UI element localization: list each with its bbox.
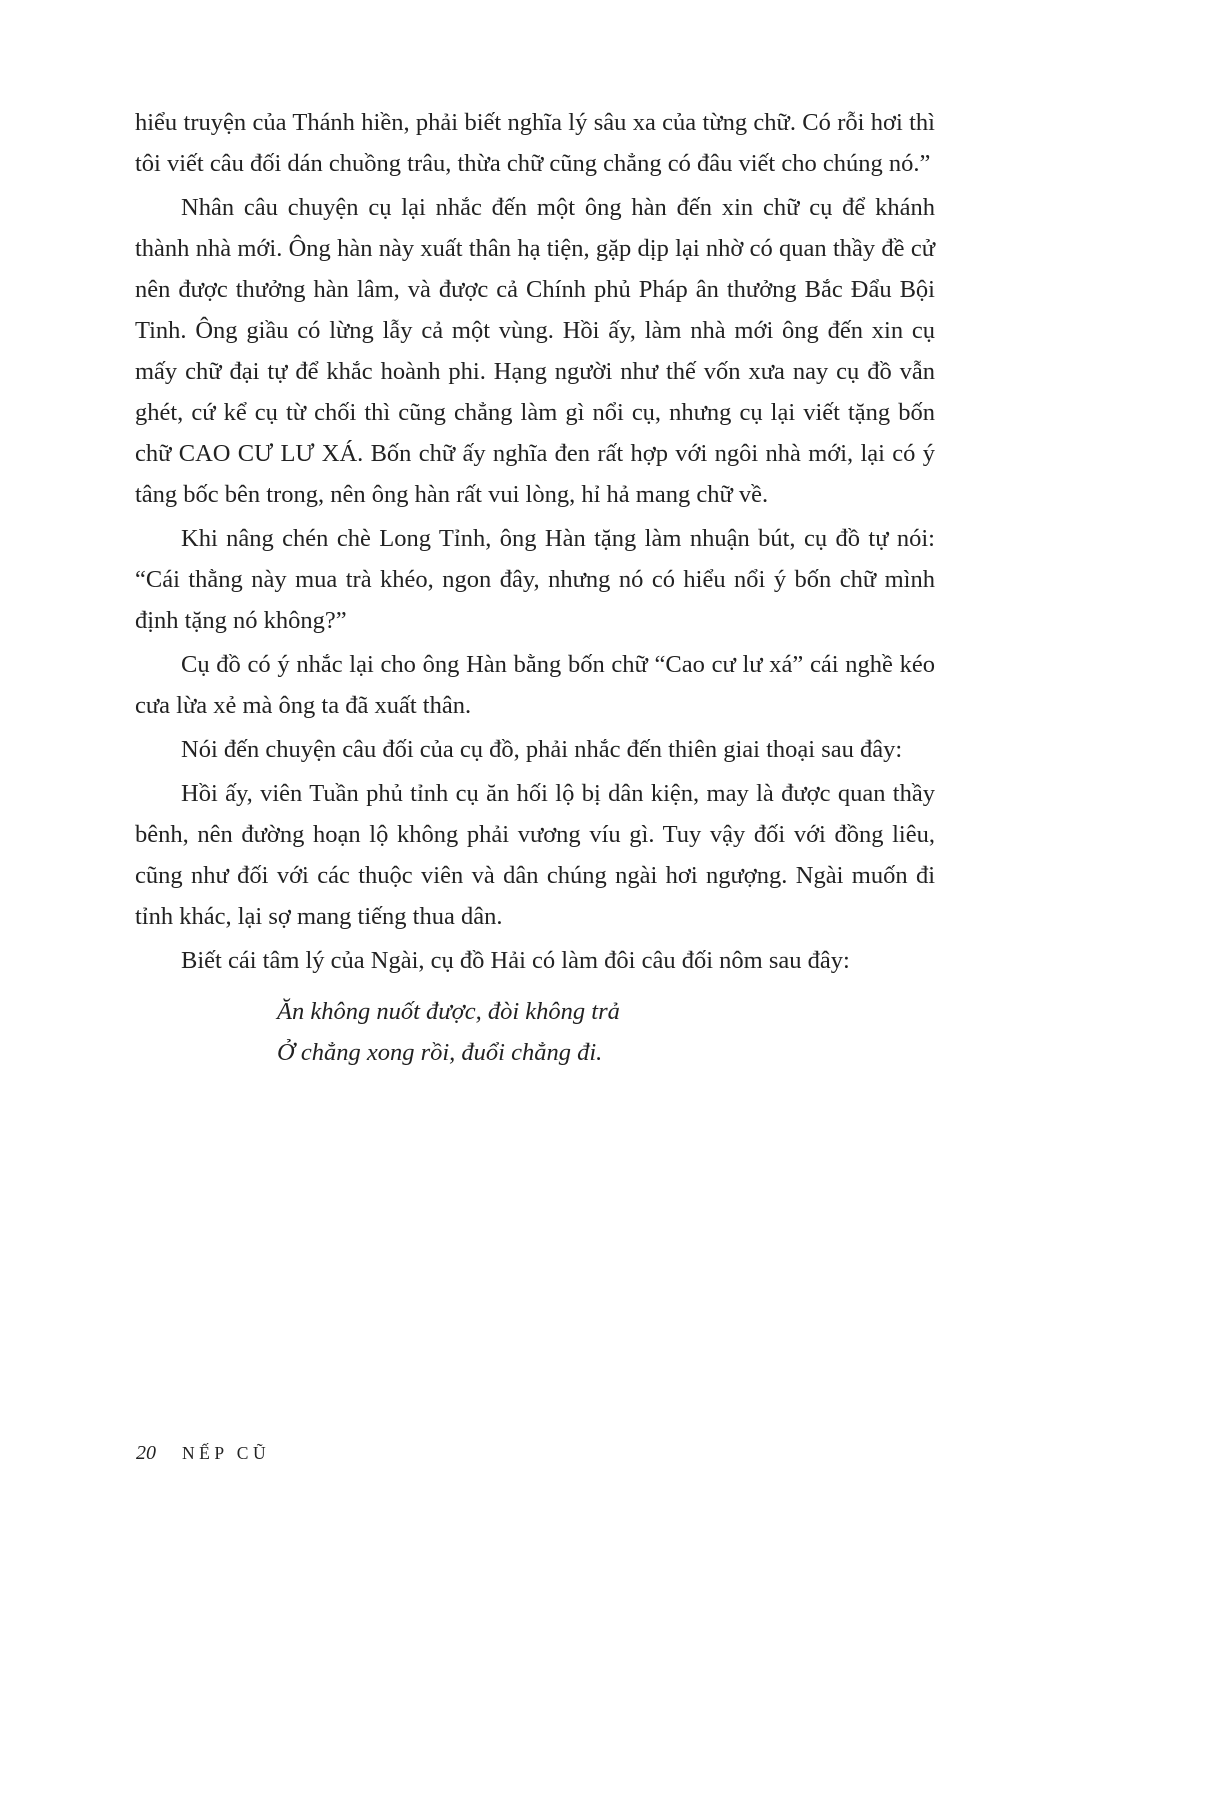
paragraph: Biết cái tâm lý của Ngài, cụ đồ Hải có làm đôi câu đối nôm sau đây: [181,947,850,974]
couplet-line: Ở chẳng xong rồi, đuổi chẳng đi. [277,1039,603,1066]
paragraph: hiểu truyện của Thánh hiền, phải biết nghĩa lý sâu xa của từng chữ. Có rỗi hơi thì tôi viết câu đối dán chuồng trâu, thừa chữ cũng chẳng có đâu viết cho chúng nó.” [135,109,935,177]
paragraph: Nói đến chuyện câu đối của cụ đồ, phải nhắc đến thiên giai thoại sau đây: [181,736,903,763]
running-title: NẾP CŨ [182,1443,271,1463]
book-page-content [135,102,935,1073]
paragraph: Nhân câu chuyện cụ lại nhắc đến một ông hàn đến xin chữ cụ để khánh thành nhà mới. Ông hàn này xuất thân hạ tiện, gặp dịp lại nhờ có quan thầy đề cử nên được thưởng hàn lâm, và được cả Chính phủ Pháp ân thưởng Bắc Đẩu Bội Tinh. Ông giầu có lừng lẫy cả một vùng. Hồi ấy, làm nhà mới ông đến xin cụ mấy chữ đại tự để khắc hoành phi. Hạng người như thế vốn xưa nay cụ đồ vẫn ghét, cứ kể cụ từ chối thì cũng chẳng làm gì nổi cụ, nhưng cụ lại viết tặng bốn chữ CAO CƯ LƯ XÁ. Bốn chữ ấy nghĩa đen rất hợp với ngôi nhà mới, lại có ý tâng bốc bên trong, nên ông hàn rất vui lòng, hỉ hả mang chữ về. [135,194,935,508]
paragraph: Hồi ấy, viên Tuần phủ tỉnh cụ ăn hối lộ bị dân kiện, may là được quan thầy bênh, nên đường hoạn lộ không phải vương víu gì. Tuy vậy đối với đồng liêu, cũng như đối với các thuộc viên và dân chúng ngài hơi ngượng. Ngài muốn đi tỉnh khác, lại sợ mang tiếng thua dân. [135,780,935,930]
couplet [277,991,935,1073]
page-footer [136,1442,270,1465]
couplet-line: Ăn không nuốt được, đòi không trả [277,998,620,1025]
paragraph: Cụ đồ có ý nhắc lại cho ông Hàn bằng bốn chữ “Cao cư lư xá” cái nghề kéo cưa lừa xẻ mà ông ta đã xuất thân. [135,651,935,719]
paragraph: Khi nâng chén chè Long Tỉnh, ông Hàn tặng làm nhuận bút, cụ đồ tự nói: “Cái thằng này mua trà khéo, ngon đây, nhưng nó có hiểu nổi ý bốn chữ mình định tặng nó không?” [135,525,935,634]
page-number: 20 [136,1442,156,1464]
